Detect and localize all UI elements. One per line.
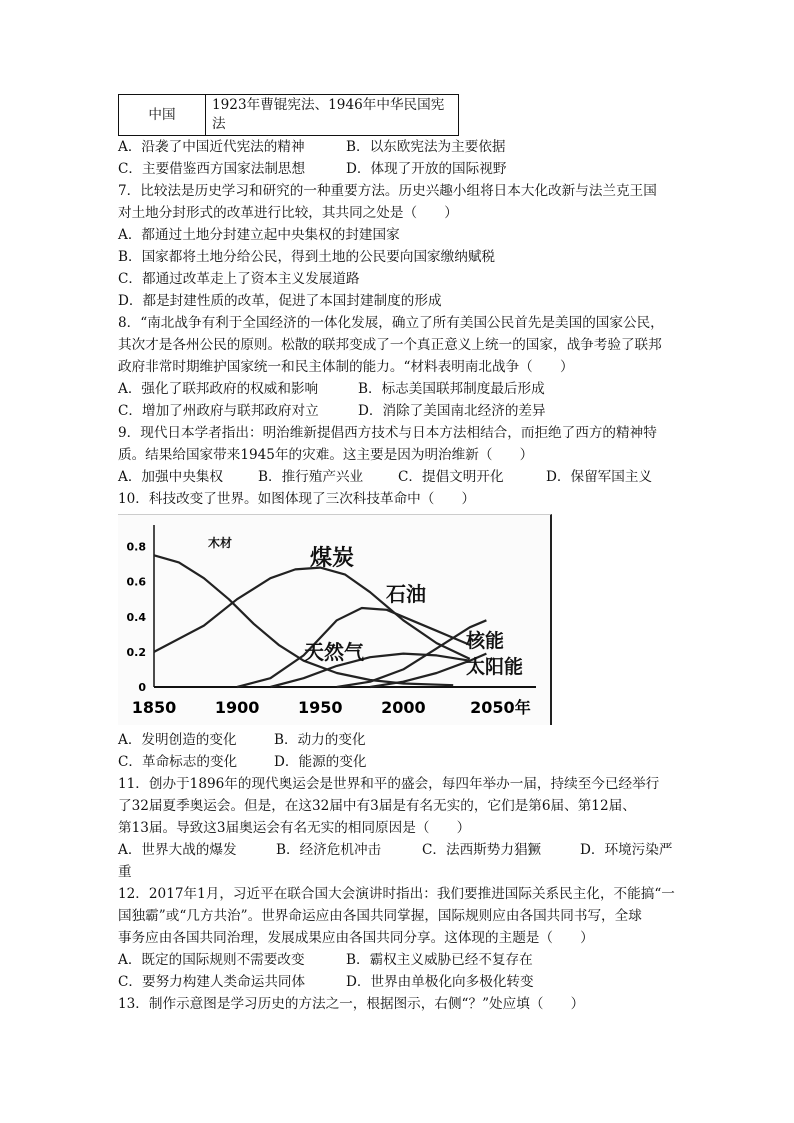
- q8-stem-line1: 8．“南北战争有利于全国经济的一体化发展，确立了所有美国公民首先是美国的国家公民，: [118, 315, 664, 331]
- option-c[interactable]: C．主要借鉴西方国家法制思想: [118, 161, 306, 177]
- q8-stem-line2: 其次才是各州公民的原则。松散的联邦变成了一个真正意义上统一的国家，战争考验了联邦: [118, 337, 662, 353]
- x-tick-label: 2050年: [470, 698, 531, 717]
- option-d[interactable]: D．世界由单极化向多极化转变: [346, 974, 534, 990]
- q11-stem-line2: 了32届夏季奥运会。但是，在这32届中有3届是有名无实的，它们是第6届、第12届、: [118, 798, 636, 814]
- exam-page: [118, 94, 678, 1015]
- option-c[interactable]: C．提倡文明开化: [398, 469, 504, 485]
- q8-stem-line3: 政府非常时期维护国家统一和民主体制的能力。“材料表明南北战争（ ）: [118, 359, 574, 375]
- option-b[interactable]: B．经济危机冲击: [276, 842, 382, 858]
- energy-chart-svg: [118, 515, 550, 725]
- option-d[interactable]: D．消除了美国南北经济的差异: [358, 403, 546, 419]
- q12-stem-line2: 国独霸”或“几方共治”。世界命运应由各国共同掌握，国际规则应由各国共同书写，全球: [118, 908, 642, 924]
- series-label: 太阳能: [466, 656, 524, 678]
- option-a[interactable]: A．世界大战的爆发: [118, 842, 237, 858]
- y-tick-label: 0.4: [126, 610, 146, 624]
- table-cell-country: 中国: [119, 95, 206, 136]
- q10-stem: 10．科技改变了世界。如图体现了三次科技革命中（ ）: [118, 491, 476, 507]
- option-c[interactable]: C．法西斯势力猖獗: [422, 842, 542, 858]
- series-label: 木材: [208, 536, 233, 550]
- q7-option-c[interactable]: C．都通过改革走上了资本主义发展道路: [118, 271, 360, 287]
- q11-stem-line1: 11．创办于1896年的现代奥运会是世界和平的盛会，每四年举办一届，持续至今已经举行: [118, 776, 660, 792]
- series-label: 煤炭: [310, 546, 355, 571]
- constitution-table: [118, 94, 459, 136]
- option-b[interactable]: B．标志美国联邦制度最后形成: [358, 381, 545, 397]
- q7-option-b[interactable]: B．国家都将土地分给公民，得到土地的公民要向国家缴纳赋税: [118, 249, 496, 265]
- option-a[interactable]: A．沿袭了中国近代宪法的精神: [118, 139, 305, 155]
- x-tick-label: 1900: [214, 698, 260, 717]
- option-c[interactable]: C．革命标志的变化: [118, 754, 238, 770]
- option-d[interactable]: D．能源的变化: [274, 754, 367, 770]
- energy-chart: [118, 514, 552, 725]
- option-a[interactable]: A．加强中央集权: [118, 469, 223, 485]
- y-tick-label: 0.6: [126, 575, 146, 589]
- option-c[interactable]: C．增加了州政府与联邦政府对立: [118, 403, 319, 419]
- q11-option-d-wrap: 重: [118, 864, 132, 880]
- option-b[interactable]: B．以东欧宪法为主要依据: [346, 139, 506, 155]
- option-d[interactable]: D．环境污染严: [580, 842, 673, 858]
- q8-options-row1: [118, 378, 678, 400]
- q8-options-row2: [118, 400, 678, 422]
- y-tick-label: 0: [138, 681, 146, 694]
- option-a[interactable]: A．发明创造的变化: [118, 732, 237, 748]
- q7-option-d[interactable]: D．都是封建性质的改革，促进了本国封建制度的形成: [118, 293, 442, 309]
- q10-options-row1: [118, 729, 678, 751]
- option-b[interactable]: B．推行殖产兴业: [258, 469, 364, 485]
- q9-stem-line2: 质。结果给国家带来1945年的灾难。这主要是因为明治维新（ ）: [118, 447, 534, 463]
- q12-stem-line1: 12．2017年1月，习近平在联合国大会演讲时指出：我们要推进国际关系民主化，不能搞“一: [118, 886, 675, 902]
- q12-options-row1: [118, 949, 678, 971]
- option-a[interactable]: A．强化了联邦政府的权威和影响: [118, 381, 319, 397]
- q12-stem-line3: 事务应由各国共同治理，发展成果应由各国共同分享。这体现的主题是（ ）: [118, 930, 594, 946]
- x-tick-label: 1850: [131, 698, 177, 717]
- option-c[interactable]: C．要努力构建人类命运共同体: [118, 974, 306, 990]
- series-label: 核能: [466, 630, 505, 652]
- table-cell-constitutions: 1923年曹锟宪法、1946年中华民国宪法: [206, 95, 459, 136]
- q10-options-row2: [118, 751, 678, 773]
- y-tick-label: 0.8: [126, 540, 146, 554]
- option-b[interactable]: B．动力的变化: [274, 732, 366, 748]
- q9-options-row: [118, 466, 678, 488]
- q6-options-row2: [118, 158, 678, 180]
- table-row: [119, 95, 459, 136]
- q7-option-a[interactable]: A．都通过土地分封建立起中央集权的封建国家: [118, 227, 400, 243]
- series-label: 石油: [386, 582, 426, 606]
- series-label: 天然气: [304, 640, 364, 664]
- x-tick-label: 2000: [381, 698, 426, 717]
- q13-stem: 13．制作示意图是学习历史的方法之一，根据图示，右侧“？”处应填（ ）: [118, 996, 585, 1012]
- q6-options-row1: [118, 136, 678, 158]
- option-d[interactable]: D．体现了开放的国际视野: [346, 161, 507, 177]
- q7-stem-line1: 7．比较法是历史学习和研究的一种重要方法。历史兴趣小组将日本大化改新与法兰克王国: [118, 183, 657, 199]
- q11-stem-line3: 第13届。导致这3届奥运会有名无实的相同原因是（ ）: [118, 820, 471, 836]
- option-d[interactable]: D．保留军国主义: [546, 469, 653, 485]
- x-tick-label: 1950: [297, 698, 343, 717]
- q9-stem-line1: 9．现代日本学者指出：明治维新提倡西方技术与日本方法相结合，而拒绝了西方的精神特: [118, 425, 657, 441]
- q11-options-row: [118, 839, 678, 861]
- y-tick-label: 0.2: [126, 645, 146, 659]
- q7-stem-line2: 对土地分封形式的改革进行比较，其共同之处是（ ）: [118, 205, 458, 221]
- q12-options-row2: [118, 971, 678, 993]
- option-a[interactable]: A．既定的国际规则不需要改变: [118, 952, 305, 968]
- option-b[interactable]: B．霸权主义威胁已经不复存在: [346, 952, 533, 968]
